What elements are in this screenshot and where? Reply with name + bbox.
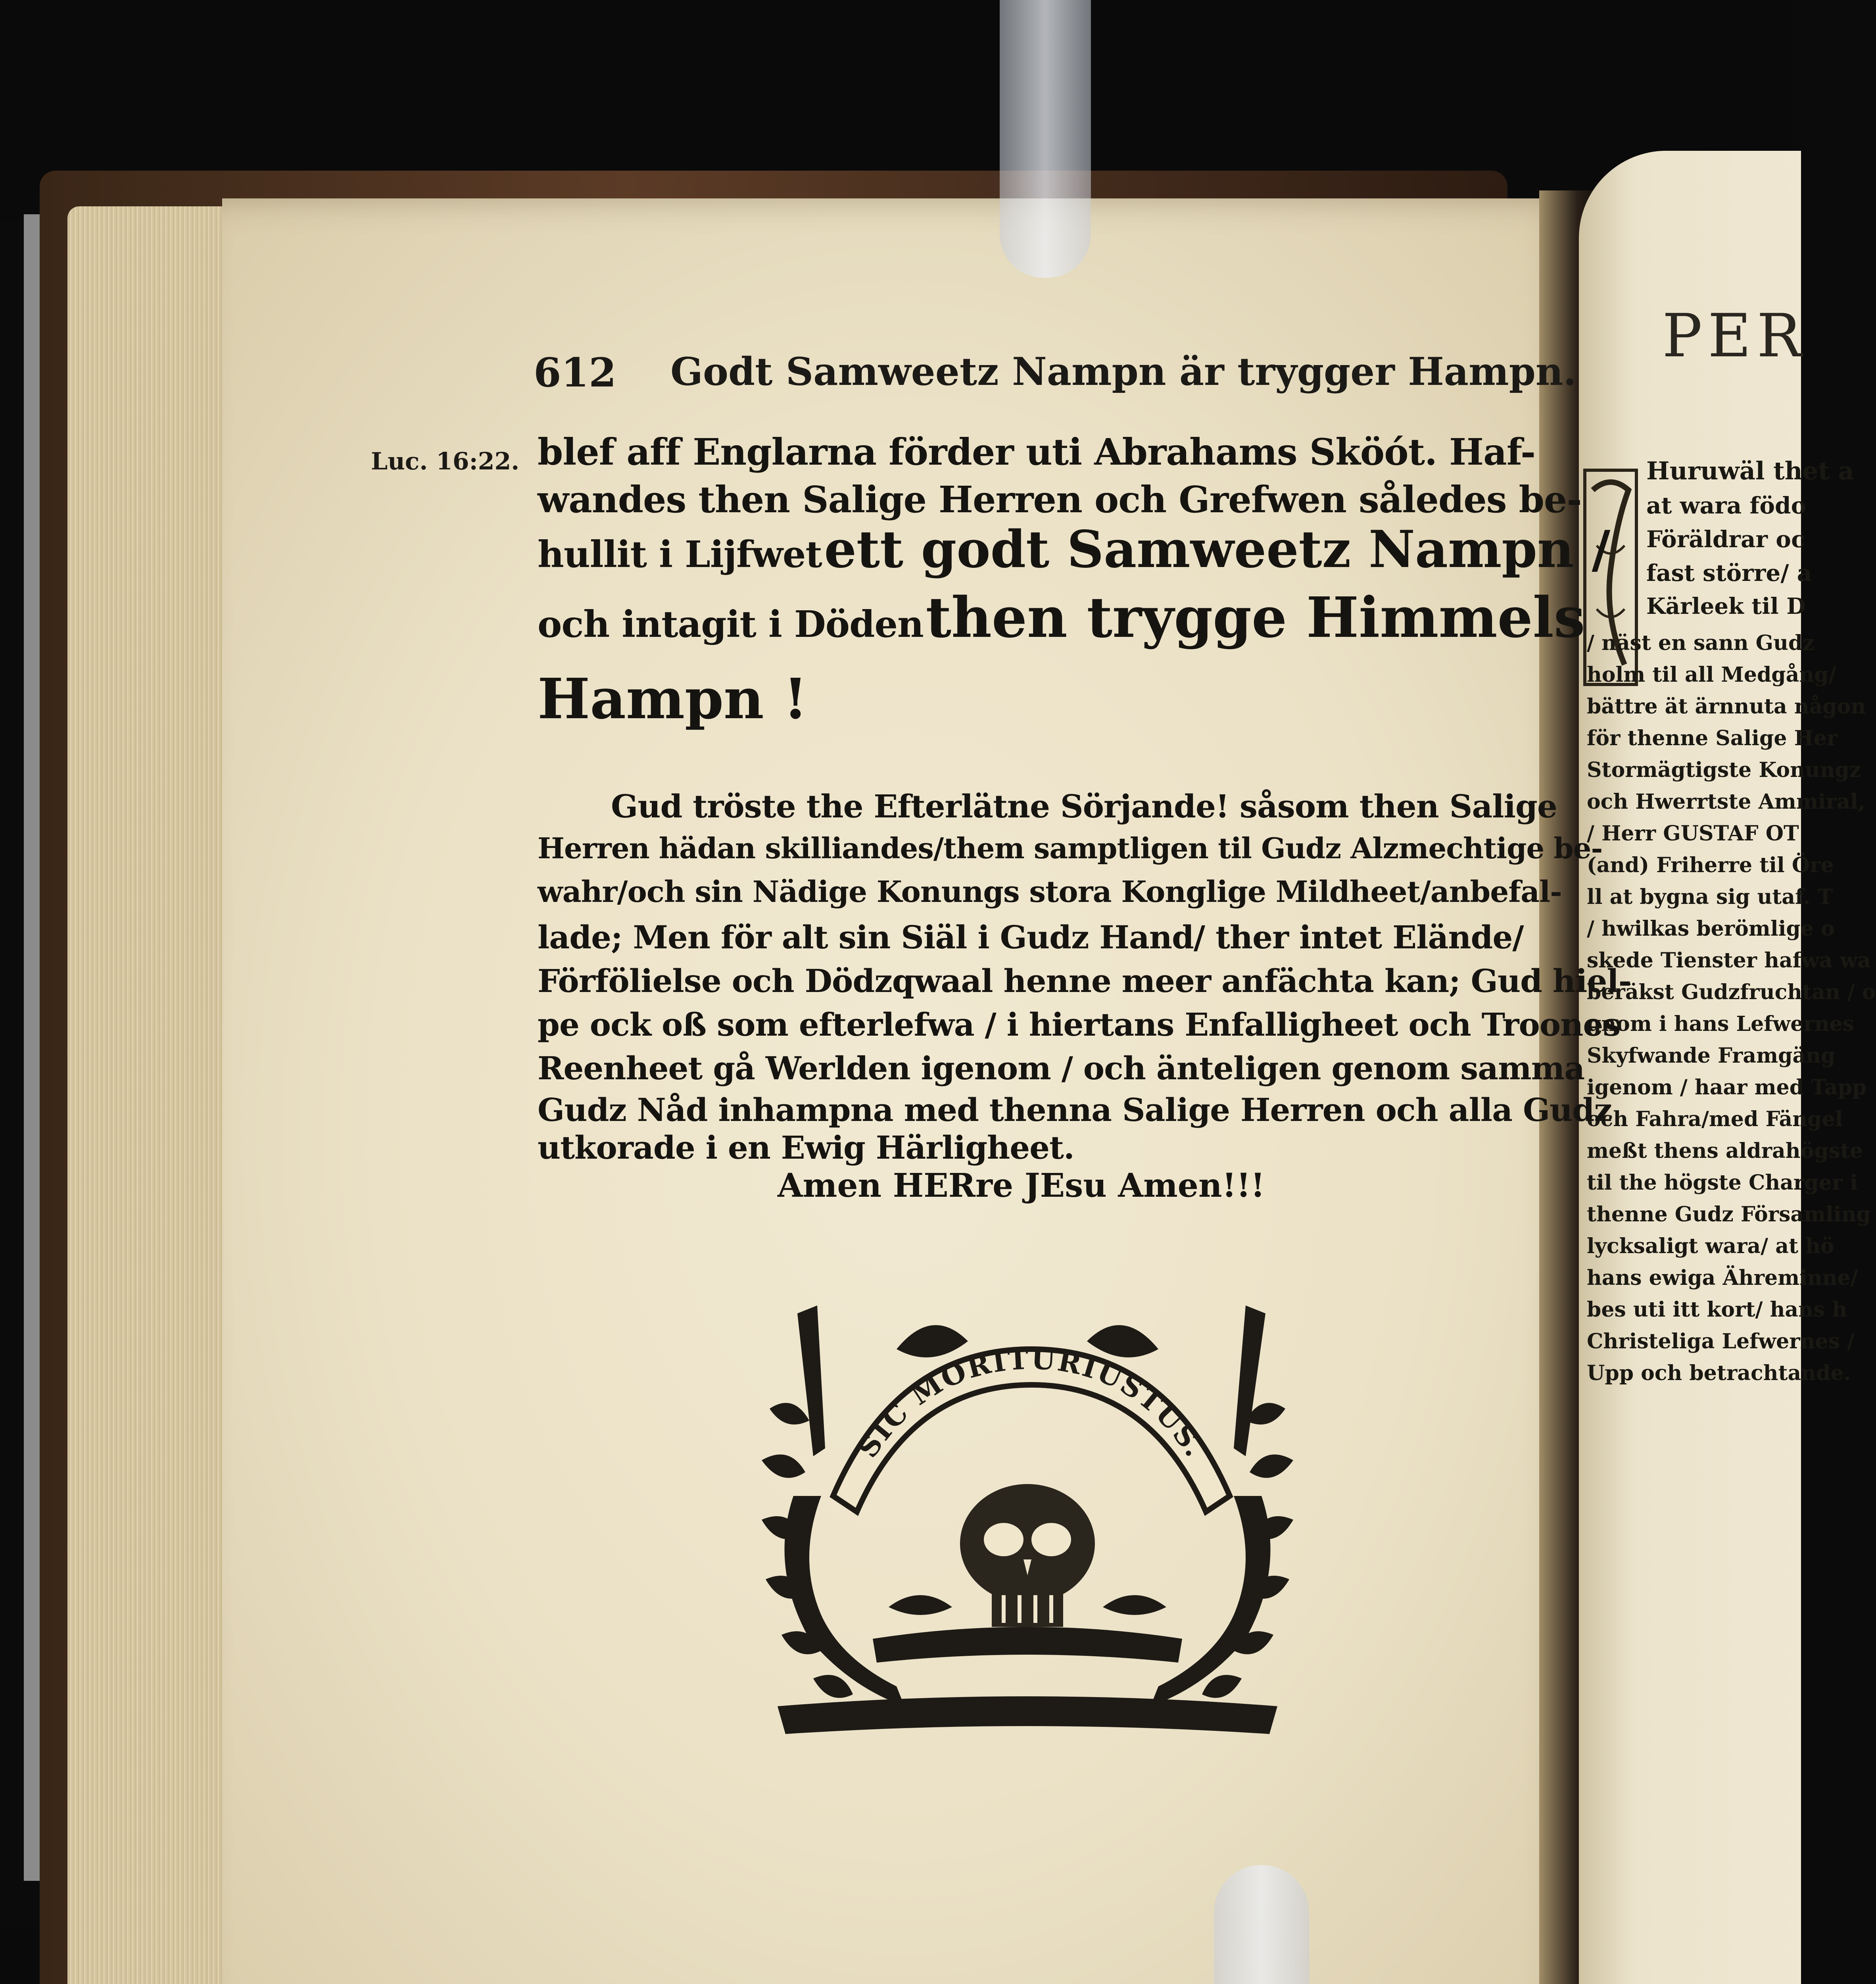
- right-page-line: thenne Gudz Församling: [1587, 1202, 1871, 1227]
- margin-reference: Luc. 16:22.: [371, 448, 520, 475]
- svg-text:SIC MORITURIUSTUS.: [851, 1342, 1212, 1463]
- right-page-line: / hwilkas berömlige o: [1587, 917, 1835, 941]
- text-line: [538, 520, 1610, 579]
- page-number: 612: [534, 349, 616, 396]
- emphasis-text: then trygge Himmels: [926, 585, 1585, 650]
- right-page-line: Skyfwande Framgäng: [1587, 1044, 1836, 1068]
- text-line: Förfölielse och Dödzqwaal henne meer anfächta kan; Gud hiel-: [538, 962, 1631, 1000]
- right-page-line: bes uti itt kort/ hans h: [1587, 1298, 1847, 1322]
- right-page-line: och Fahra/med Fängel: [1587, 1107, 1843, 1131]
- page-clip-top: [1000, 0, 1091, 278]
- right-page-line: Upp och betrachtande.: [1587, 1361, 1851, 1385]
- text-line: Reenheet gå Werlden igenom / och änteligen genom samma: [538, 1050, 1585, 1087]
- text-line: utkorade i en Ewig Härligheet.: [538, 1129, 1074, 1166]
- right-page-line: holm til all Medgång/: [1587, 663, 1836, 687]
- running-head: Godt Samweetz Nampn är trygger Hampn.: [670, 349, 1577, 394]
- right-page-line: beräkst Gudzfruchtan / o: [1587, 980, 1876, 1004]
- right-page-line: igenom / haar med Tapp: [1587, 1075, 1867, 1100]
- right-page-line: til the högste Charger i: [1587, 1171, 1858, 1195]
- right-page-line: at wara födo: [1646, 492, 1807, 519]
- text-line: [538, 585, 1585, 650]
- right-page-line: och Hwerrtste Ammiral,: [1587, 790, 1865, 814]
- right-page-line: Christeliga Lefwernes /: [1587, 1329, 1855, 1353]
- right-page-line: lycksaligt wara/ at hö: [1587, 1234, 1834, 1258]
- text-line: Gudz Nåd inhampna med thenna Salige Herren och alla Gudz: [538, 1091, 1612, 1128]
- right-page-line: Föräldrar oc: [1646, 526, 1805, 553]
- text-line: Hampn !: [538, 667, 808, 732]
- text-line: lade; Men för alt sin Siäl i Gudz Hand/ ther intet Elände/: [538, 919, 1524, 956]
- right-page-line: bättre ät ärnnuta någon: [1587, 694, 1866, 719]
- skull-wreath-woodcut: [746, 1290, 1309, 1742]
- right-page-line: (and) Friherre til Öre: [1587, 853, 1834, 877]
- right-page-line: skede Tienster hafwa wa: [1587, 948, 1871, 973]
- right-page-line: Huruwäl thet a: [1646, 456, 1854, 485]
- text-line-part: och intagit i Döden: [538, 603, 924, 646]
- text-line: wahr/och sin Nädige Konungs stora Konglige Mildheet/anbefal-: [538, 875, 1562, 909]
- text-line: Gud tröste the Efterlätne Sörjande! såsom then Salige: [611, 788, 1557, 825]
- right-page-line: / näst en sann Gudz: [1587, 631, 1815, 655]
- text-line: blef aff Englarna förder uti Abrahams Sköót. Haf-: [538, 431, 1536, 473]
- right-page-line: gnom i hans Lefwernes: [1587, 1012, 1854, 1036]
- text-line-part: hullit i Lijfwet: [538, 533, 822, 576]
- right-page-line: Kärleek til D: [1646, 593, 1806, 619]
- page-clip-bottom: [1214, 1865, 1309, 1984]
- right-page-line: Stormägtigste Konungz: [1587, 758, 1861, 782]
- right-page-line: ll at bygna sig utaf. T: [1587, 885, 1833, 909]
- emphasis-text: ett godt Samweetz Nampn /: [824, 520, 1611, 579]
- right-page-line: hans ewiga Ähreminne/: [1587, 1266, 1858, 1290]
- right-page-line: meßt thens aldrahögste: [1587, 1139, 1863, 1163]
- right-page-line: för thenne Salige Her: [1587, 726, 1838, 750]
- right-page-line: / Herr GUSTAF OT: [1587, 821, 1799, 846]
- text-line: wandes then Salige Herren och Grefwen således be-: [538, 478, 1582, 521]
- closing-amen: Amen HERre JEsu Amen!!!: [778, 1167, 1265, 1205]
- right-page-title: PER: [1662, 302, 1807, 371]
- text-line: pe ock oß som efterlefwa / i hiertans Enfalligheet och Troones: [538, 1006, 1621, 1043]
- right-page-line: fast större/ a: [1646, 559, 1812, 586]
- text-line: Herren hädan skilliandes/them samptligen til Gudz Alzmechtige be-: [538, 831, 1603, 865]
- ornament-motto: SIC MORITURIUSTUS.: [851, 1342, 1212, 1464]
